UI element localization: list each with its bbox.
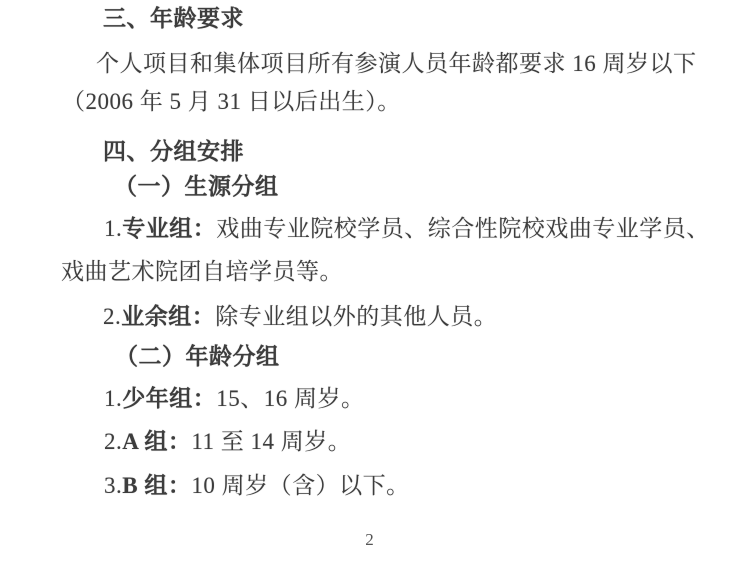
item-label-youth-group: 少年组： (122, 386, 217, 411)
age-item-youth (104, 386, 365, 412)
item-label-group-b: B 组： (122, 473, 192, 498)
item-label-amateur: 业余组： (121, 304, 216, 329)
item-text: 戏曲专业院校学员、综合性院校戏曲专业学员、 (216, 216, 710, 241)
subheading-age-grouping: （二）年龄分组 (115, 344, 280, 369)
page-number: 2 (365, 530, 374, 549)
source-item-professional-line1 (104, 216, 710, 242)
item-label-professional: 专业组： (122, 216, 217, 241)
source-item-professional-line2: 戏曲艺术院团自培学员等。 (61, 259, 343, 284)
age-item-group-b (104, 473, 410, 499)
section-heading-grouping: 四、分组安排 (103, 139, 244, 164)
item-text: 11 至 14 周岁。 (191, 429, 352, 454)
item-text: 10 周岁（含）以下。 (191, 473, 410, 498)
section-heading-age-requirements: 三、年龄要求 (103, 6, 244, 31)
item-text: 15、16 周岁。 (216, 386, 365, 411)
item-number: 3. (104, 473, 123, 498)
source-item-amateur (103, 304, 497, 330)
age-paragraph-line1: 个人项目和集体项目所有参演人员年龄都要求 16 周岁以下 (96, 51, 697, 76)
item-label-group-a: A 组： (122, 429, 192, 454)
age-paragraph-line2: （2006 年 5 月 31 日以后出生）。 (62, 89, 401, 114)
item-text: 除专业组以外的其他人员。 (215, 304, 498, 329)
age-item-group-a (104, 429, 351, 455)
item-number: 1. (104, 386, 123, 411)
subheading-source-grouping: （一）生源分组 (114, 174, 279, 199)
item-number: 1. (104, 216, 123, 241)
item-number: 2. (103, 304, 122, 329)
item-number: 2. (104, 429, 123, 454)
